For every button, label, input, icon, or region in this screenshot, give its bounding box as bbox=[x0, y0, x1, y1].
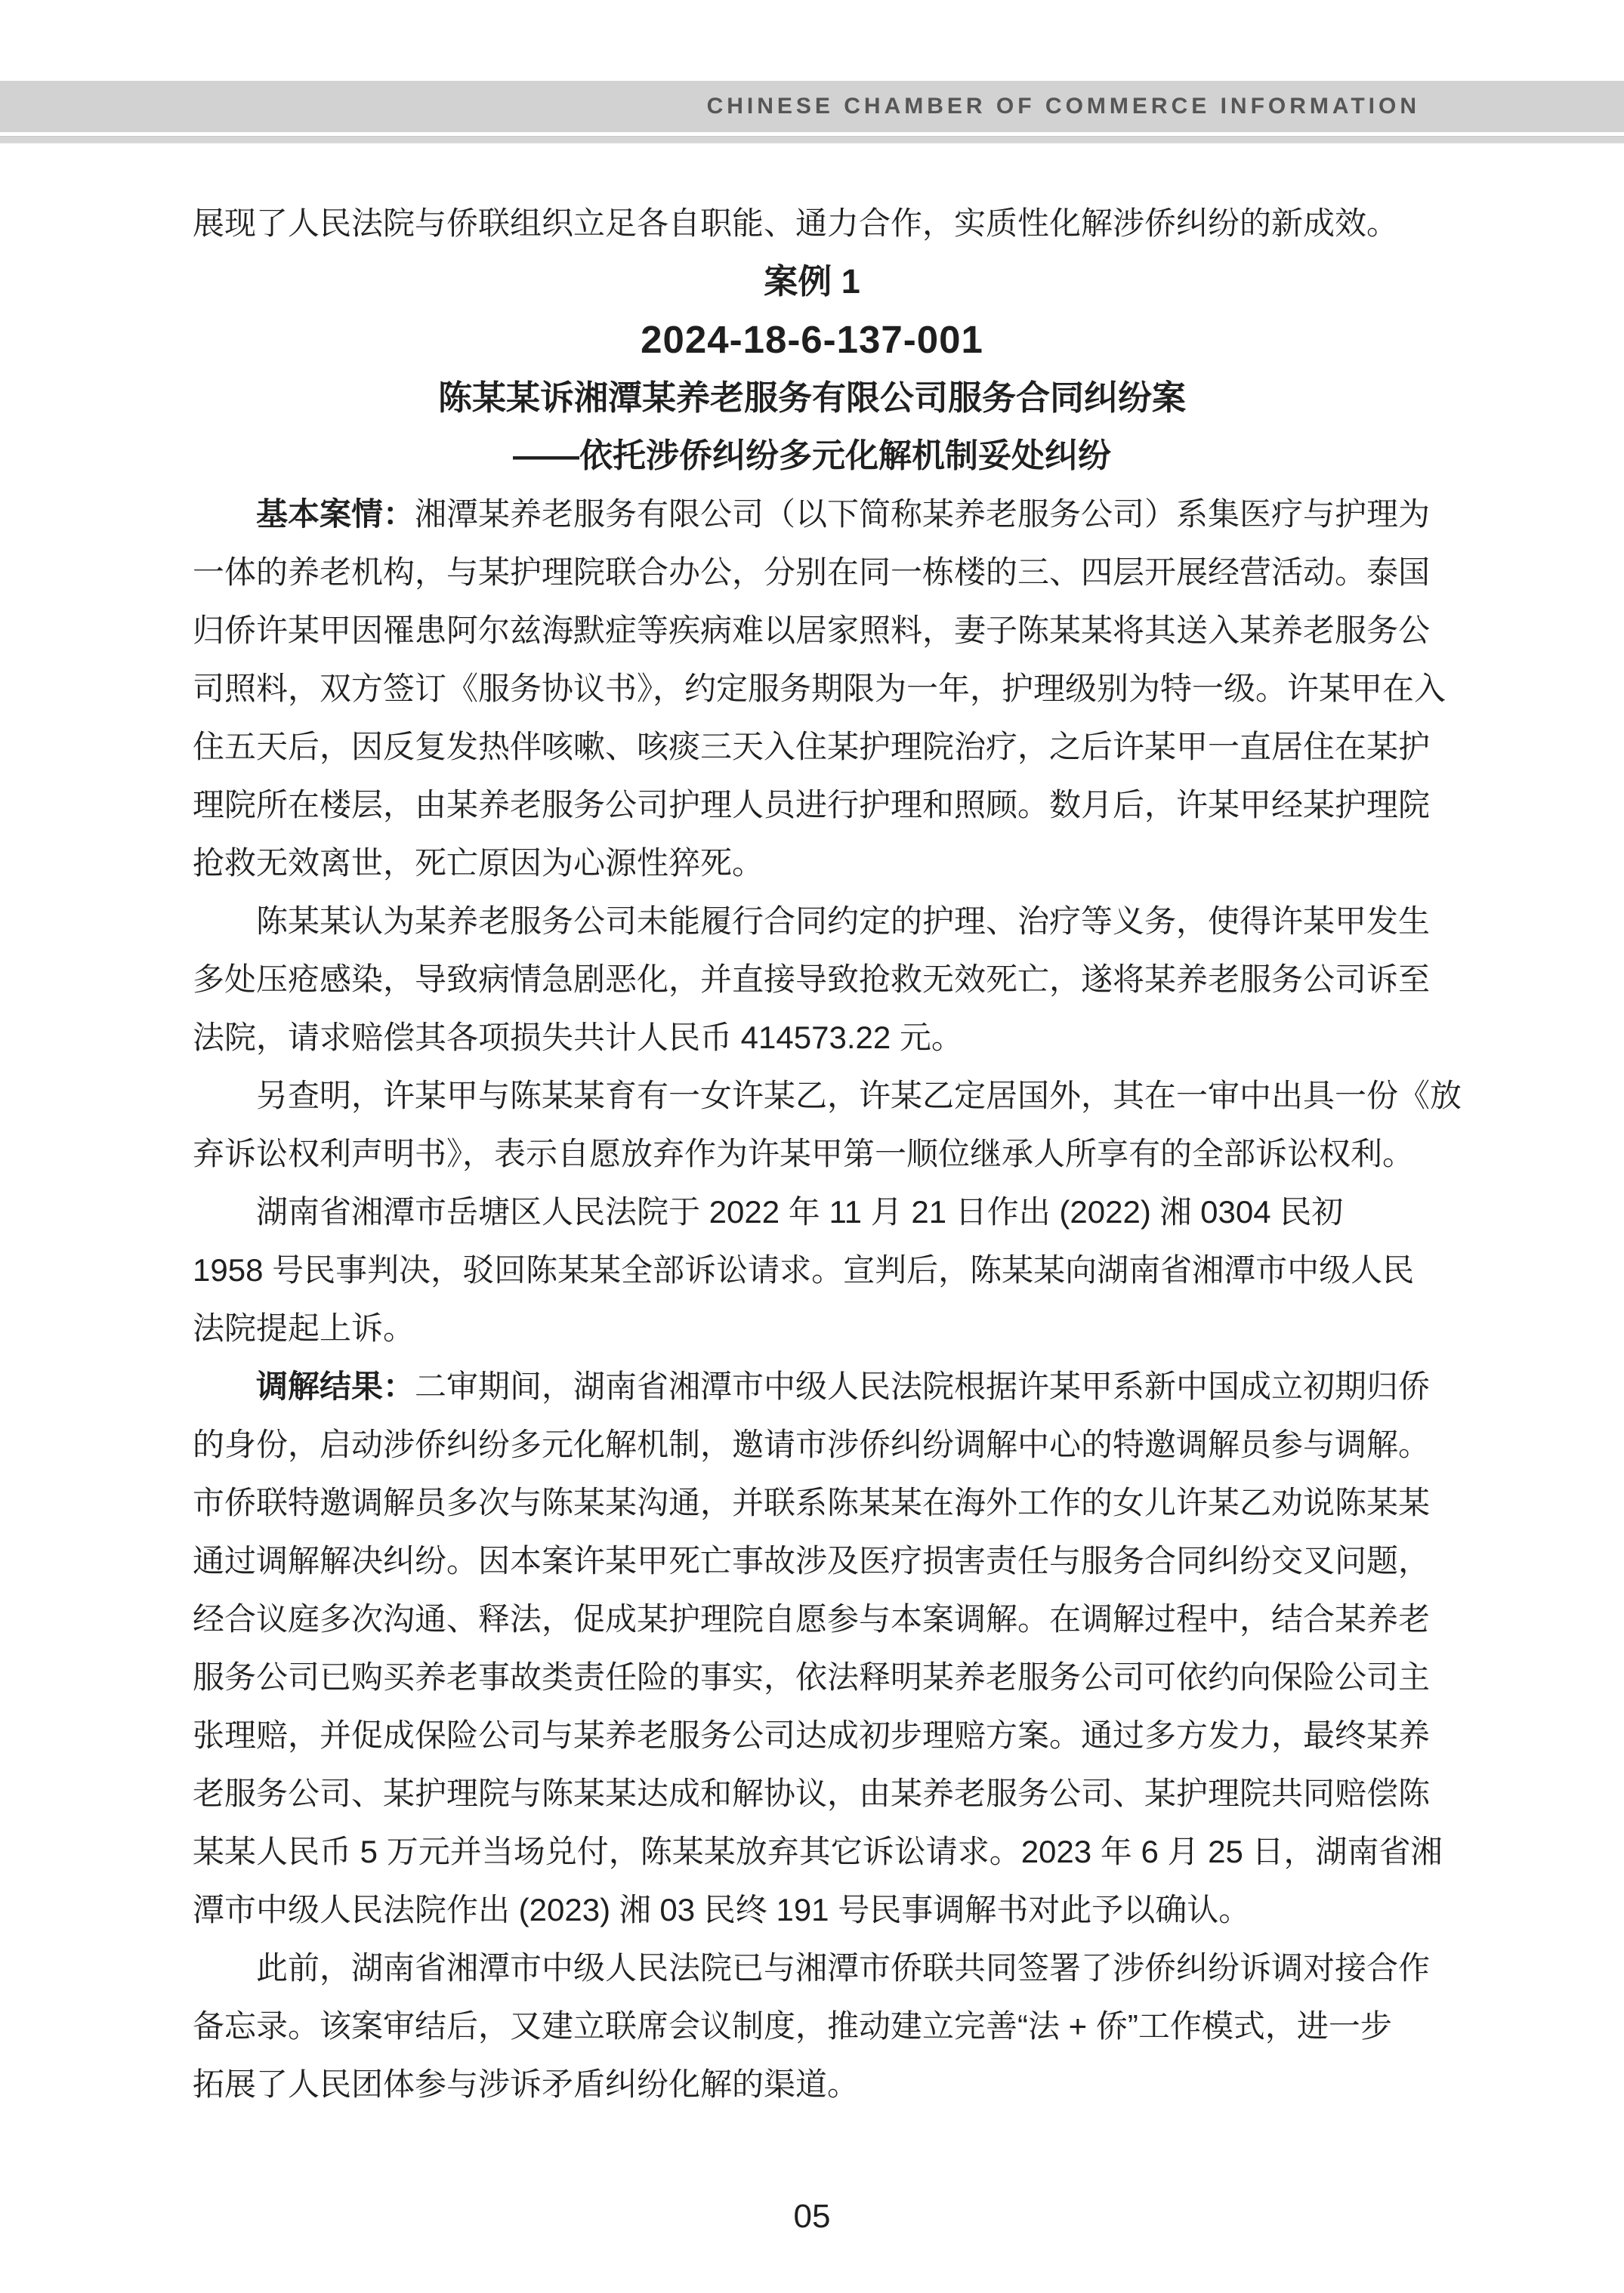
body-text-line: 通过调解解决纠纷。因本案许某甲死亡事故涉及医疗损害责任与服务合同纠纷交叉问题， bbox=[193, 1543, 1431, 1579]
body-text-line: 湖南省湘潭市岳塘区人民法院于 2022 年 11 月 21 日作出 (2022) 湘 0304 民初 bbox=[256, 1194, 1344, 1230]
body-text-line: 法院，请求赔偿其各项损失共计人民币 414573.22 元。 bbox=[193, 1020, 963, 1055]
body-text-line: 归侨许某甲因罹患阿尔兹海默症等疾病难以居家照料，妻子陈某某将其送入某养老服务公 bbox=[193, 613, 1431, 648]
body-text-line: 张理赔，并促成保险公司与某养老服务公司达成初步理赔方案。通过多方发力，最终某养 bbox=[193, 1717, 1431, 1753]
paragraph-lead-label: 基本案情： bbox=[256, 496, 415, 532]
body-text-line: 弃诉讼权利声明书》，表示自愿放弃作为许某甲第一顺位继承人所享有的全部诉讼权利。 bbox=[193, 1136, 1415, 1171]
case-number: 2024-18-6-137-001 bbox=[641, 318, 983, 361]
body-text-line: 某某人民币 5 万元并当场兑付，陈某某放弃其它诉讼请求。2023 年 6 月 25 日，湖南省湘 bbox=[193, 1834, 1443, 1869]
body-text-line: 服务公司已购买养老事故类责任险的事实，依法释明某养老服务公司可依约向保险公司主 bbox=[193, 1659, 1431, 1695]
masthead-text: CHINESE CHAMBER OF COMMERCE INFORMATION bbox=[706, 94, 1420, 119]
body-text-line: 的身份，启动涉侨纠纷多元化解机制，邀请市涉侨纠纷调解中心的特邀调解员参与调解。 bbox=[193, 1427, 1431, 1462]
body-text-line: 潭市中级人民法院作出 (2023) 湘 03 民终 191 号民事调解书对此予以确认。 bbox=[193, 1892, 1251, 1927]
body-text-line: 理院所在楼层，由某养老服务公司护理人员进行护理和照顾。数月后，许某甲经某护理院 bbox=[193, 787, 1431, 822]
body-text-line: 1958 号民事判决，驳回陈某某全部诉讼请求。宣判后，陈某某向湖南省湘潭市中级人民 bbox=[193, 1252, 1415, 1288]
body-text-line: 展现了人民法院与侨联组织立足各自职能、通力合作，实质性化解涉侨纠纷的新成效。 bbox=[193, 205, 1399, 241]
body-text-line: 抢救无效离世，死亡原因为心源性猝死。 bbox=[193, 845, 764, 881]
case-label: 案例 1 bbox=[764, 262, 860, 301]
body-text-line: 法院提起上诉。 bbox=[193, 1310, 415, 1346]
body-text-line: 基本案情：湘潭某养老服务有限公司（以下简称某养老服务公司）系集医疗与护理为 bbox=[256, 496, 1431, 532]
body-text-line: 陈某某认为某养老服务公司未能履行合同约定的护理、治疗等义务，使得许某甲发生 bbox=[256, 903, 1431, 939]
body-text-line: 拓展了人民团体参与涉诉矛盾纠纷化解的渠道。 bbox=[193, 2066, 860, 2102]
body-text-line: 此前，湖南省湘潭市中级人民法院已与湘潭市侨联共同签署了涉侨纠纷诉调对接合作 bbox=[256, 1950, 1431, 1986]
page-number: 05 bbox=[793, 2198, 831, 2235]
body-text-line: 多处压疮感染，导致病情急剧恶化，并直接导致抢救无效死亡，遂将某养老服务公司诉至 bbox=[193, 961, 1431, 997]
masthead-band bbox=[0, 81, 1624, 132]
body-text-line: 市侨联特邀调解员多次与陈某某沟通，并联系陈某某在海外工作的女儿许某乙劝说陈某某 bbox=[193, 1485, 1431, 1520]
masthead-rule bbox=[0, 136, 1624, 144]
case-title: 陈某某诉湘潭某养老服务有限公司服务合同纠纷案 bbox=[437, 378, 1186, 417]
body-text-line: 一体的养老机构，与某护理院联合办公，分别在同一栋楼的三、四层开展经营活动。泰国 bbox=[193, 554, 1431, 590]
body-text-line: 经合议庭多次沟通、释法，促成某护理院自愿参与本案调解。在调解过程中，结合某养老 bbox=[193, 1601, 1431, 1637]
paragraph-lead-label: 调解结果： bbox=[256, 1369, 415, 1404]
body-text-line: 老服务公司、某护理院与陈某某达成和解协议，由某养老服务公司、某护理院共同赔偿陈 bbox=[193, 1776, 1431, 1811]
body-text-line: 另查明，许某甲与陈某某育有一女许某乙，许某乙定居国外，其在一审中出具一份《放 bbox=[256, 1078, 1462, 1113]
body-text-line: 司照料，双方签订《服务协议书》，约定服务期限为一年，护理级别为特一级。许某甲在入 bbox=[193, 671, 1446, 706]
case-text-column bbox=[0, 194, 1624, 2113]
body-text-line: 住五天后，因反复发热伴咳嗽、咳痰三天入住某护理院治疗，之后许某甲一直居住在某护 bbox=[193, 729, 1431, 764]
body-text-line: 调解结果：二审期间，湖南省湘潭市中级人民法院根据许某甲系新中国成立初期归侨 bbox=[256, 1369, 1431, 1404]
case-subtitle: ——依托涉侨纠纷多元化解机制妥处纠纷 bbox=[513, 437, 1111, 474]
body-text-line: 备忘录。该案审结后，又建立联席会议制度，推动建立完善“法 + 侨”工作模式，进一步 bbox=[193, 2008, 1392, 2044]
